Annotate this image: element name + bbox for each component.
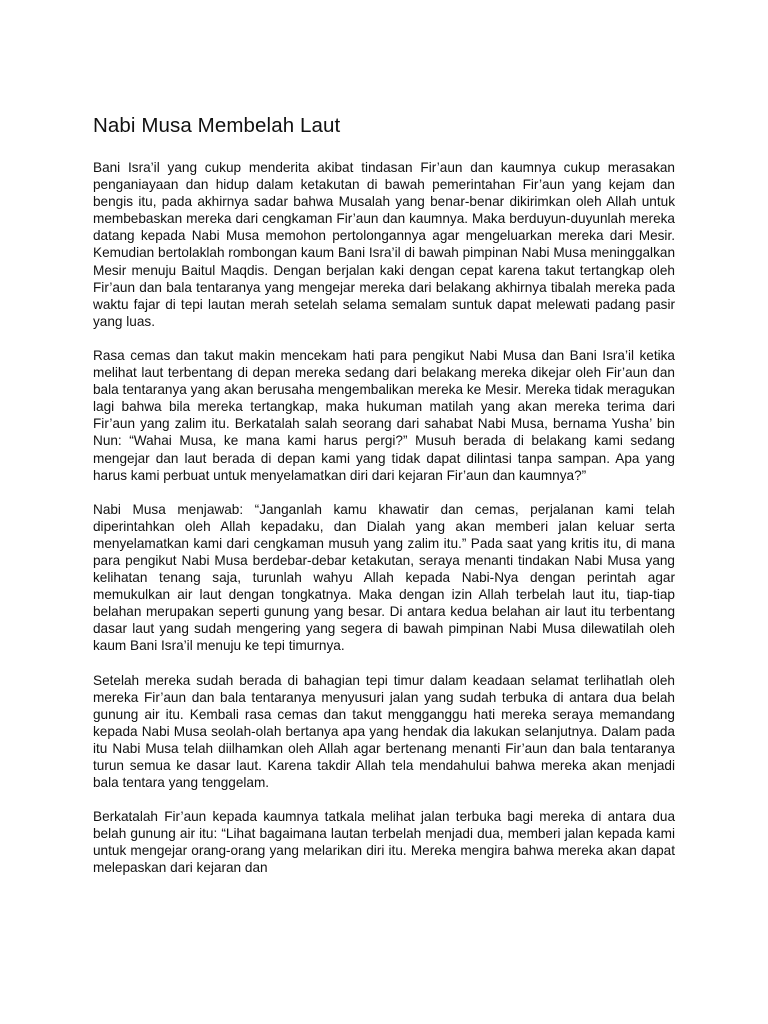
paragraph-1: Bani Isra’il yang cukup menderita akibat tindasan Fir’aun dan kaumnya cukup merasakan penganiayaan dan hidup dalam ketakutan di bawah pemerintahan Fir’aun yang kejam dan bengis itu, pada akhirnya sadar bahwa Musalah yang benar-benar dikirimkan oleh Allah untuk membebaskan mereka dari cengkaman Fir’aun dan kaumnya. Maka berduyun-duyunlah mereka datang kepada Nabi Musa memohon pertolongannya agar mengeluarkan mereka dari Mesir. Kemudian bertolaklah rombongan kaum Bani Isra’il di bawah pimpinan Nabi Musa meninggalkan Mesir menuju Baitul Maqdis. Dengan berjalan kaki dengan cepat karena takut tertangkap oleh Fir’aun dan bala tentaranya yang mengejar mereka dari belakang akhirnya tibalah mereka pada waktu fajar di tepi lautan merah setelah selama semalam suntuk dapat melewati padang pasir yang luas. <box>93 160 675 329</box>
paragraph-5: Berkatalah Fir’aun kepada kaumnya tatkala melihat jalan terbuka bagi mereka di antara dua belah gunung air itu: “Lihat bagaimana lautan terbelah menjadi dua, memberi jalan kepada kami untuk mengejar orang-orang yang melarikan diri itu. Mereka mengira bahwa mereka akan dapat melepaskan dari kejaran dan <box>93 809 675 876</box>
paragraph-3: Nabi Musa menjawab: “Janganlah kamu khawatir dan cemas, perjalanan kami telah diperintahkan oleh Allah kepadaku, dan Dialah yang akan memberi jalan keluar serta menyelamatkan kami dari cengkaman musuh yang zalim itu.” Pada saat yang kritis itu, di mana para pengikut Nabi Musa berdebar-debar ketakutan, seraya menanti tindakan Nabi Musa yang kelihatan tenang saja, turunlah wahyu Allah kepada Nabi-Nya dengan perintah agar memukulkan air laut dengan tongkatnya. Maka dengan izin Allah terbelah laut itu, tiap-tiap belahan merupakan seperti gunung yang besar. Di antara kedua belahan air laut itu terbentang dasar laut yang sudah mengering yang segera di bawah pimpinan Nabi Musa dilewatilah oleh kaum Bani Isra’il menuju ke tepi timurnya. <box>93 501 675 654</box>
paragraph-4: Setelah mereka sudah berada di bahagian tepi timur dalam keadaan selamat terlihatlah oleh mereka Fir’aun dan bala tentaranya menyusuri jalan yang sudah terbuka di antara dua belah gunung air itu. Kembali rasa cemas dan takut mengganggu hati mereka seraya memandang kepada Nabi Musa seolah-olah bertanya apa yang hendak dia lakukan selanjutnya. Dalam pada itu Nabi Musa telah diilhamkan oleh Allah agar bertenang menanti Fir’aun dan bala tentaranya turun semua ke dasar laut. Karena takdir Allah tela mendahului bahwa mereka akan menjadi bala tentara yang tenggelam. <box>93 672 675 791</box>
paragraph-2: Rasa cemas dan takut makin mencekam hati para pengikut Nabi Musa dan Bani Isra’il ketika melihat laut terbentang di depan mereka sedang dari belakang mereka dikejar oleh Fir’aun dan bala tentaranya yang akan berusaha mengembalikan mereka ke Mesir. Mereka tidak meragukan lagi bahwa bila mereka tertangkap, maka hukuman matilah yang akan mereka terima dari Fir’aun yang zalim itu. Berkatalah salah seorang dari sahabat Nabi Musa, bernama Yusha’ bin Nun: “Wahai Musa, ke mana kami harus pergi?” Musuh berada di belakang kami sedang mengejar dan laut berada di depan kami yang tidak dapat dilintasi tanpa sampan. Apa yang harus kami perbuat untuk menyelamatkan diri dari kejaran Fir’aun dan kaumnya?” <box>93 347 675 483</box>
article-title: Nabi Musa Membelah Laut <box>93 114 341 137</box>
article <box>93 113 675 894</box>
